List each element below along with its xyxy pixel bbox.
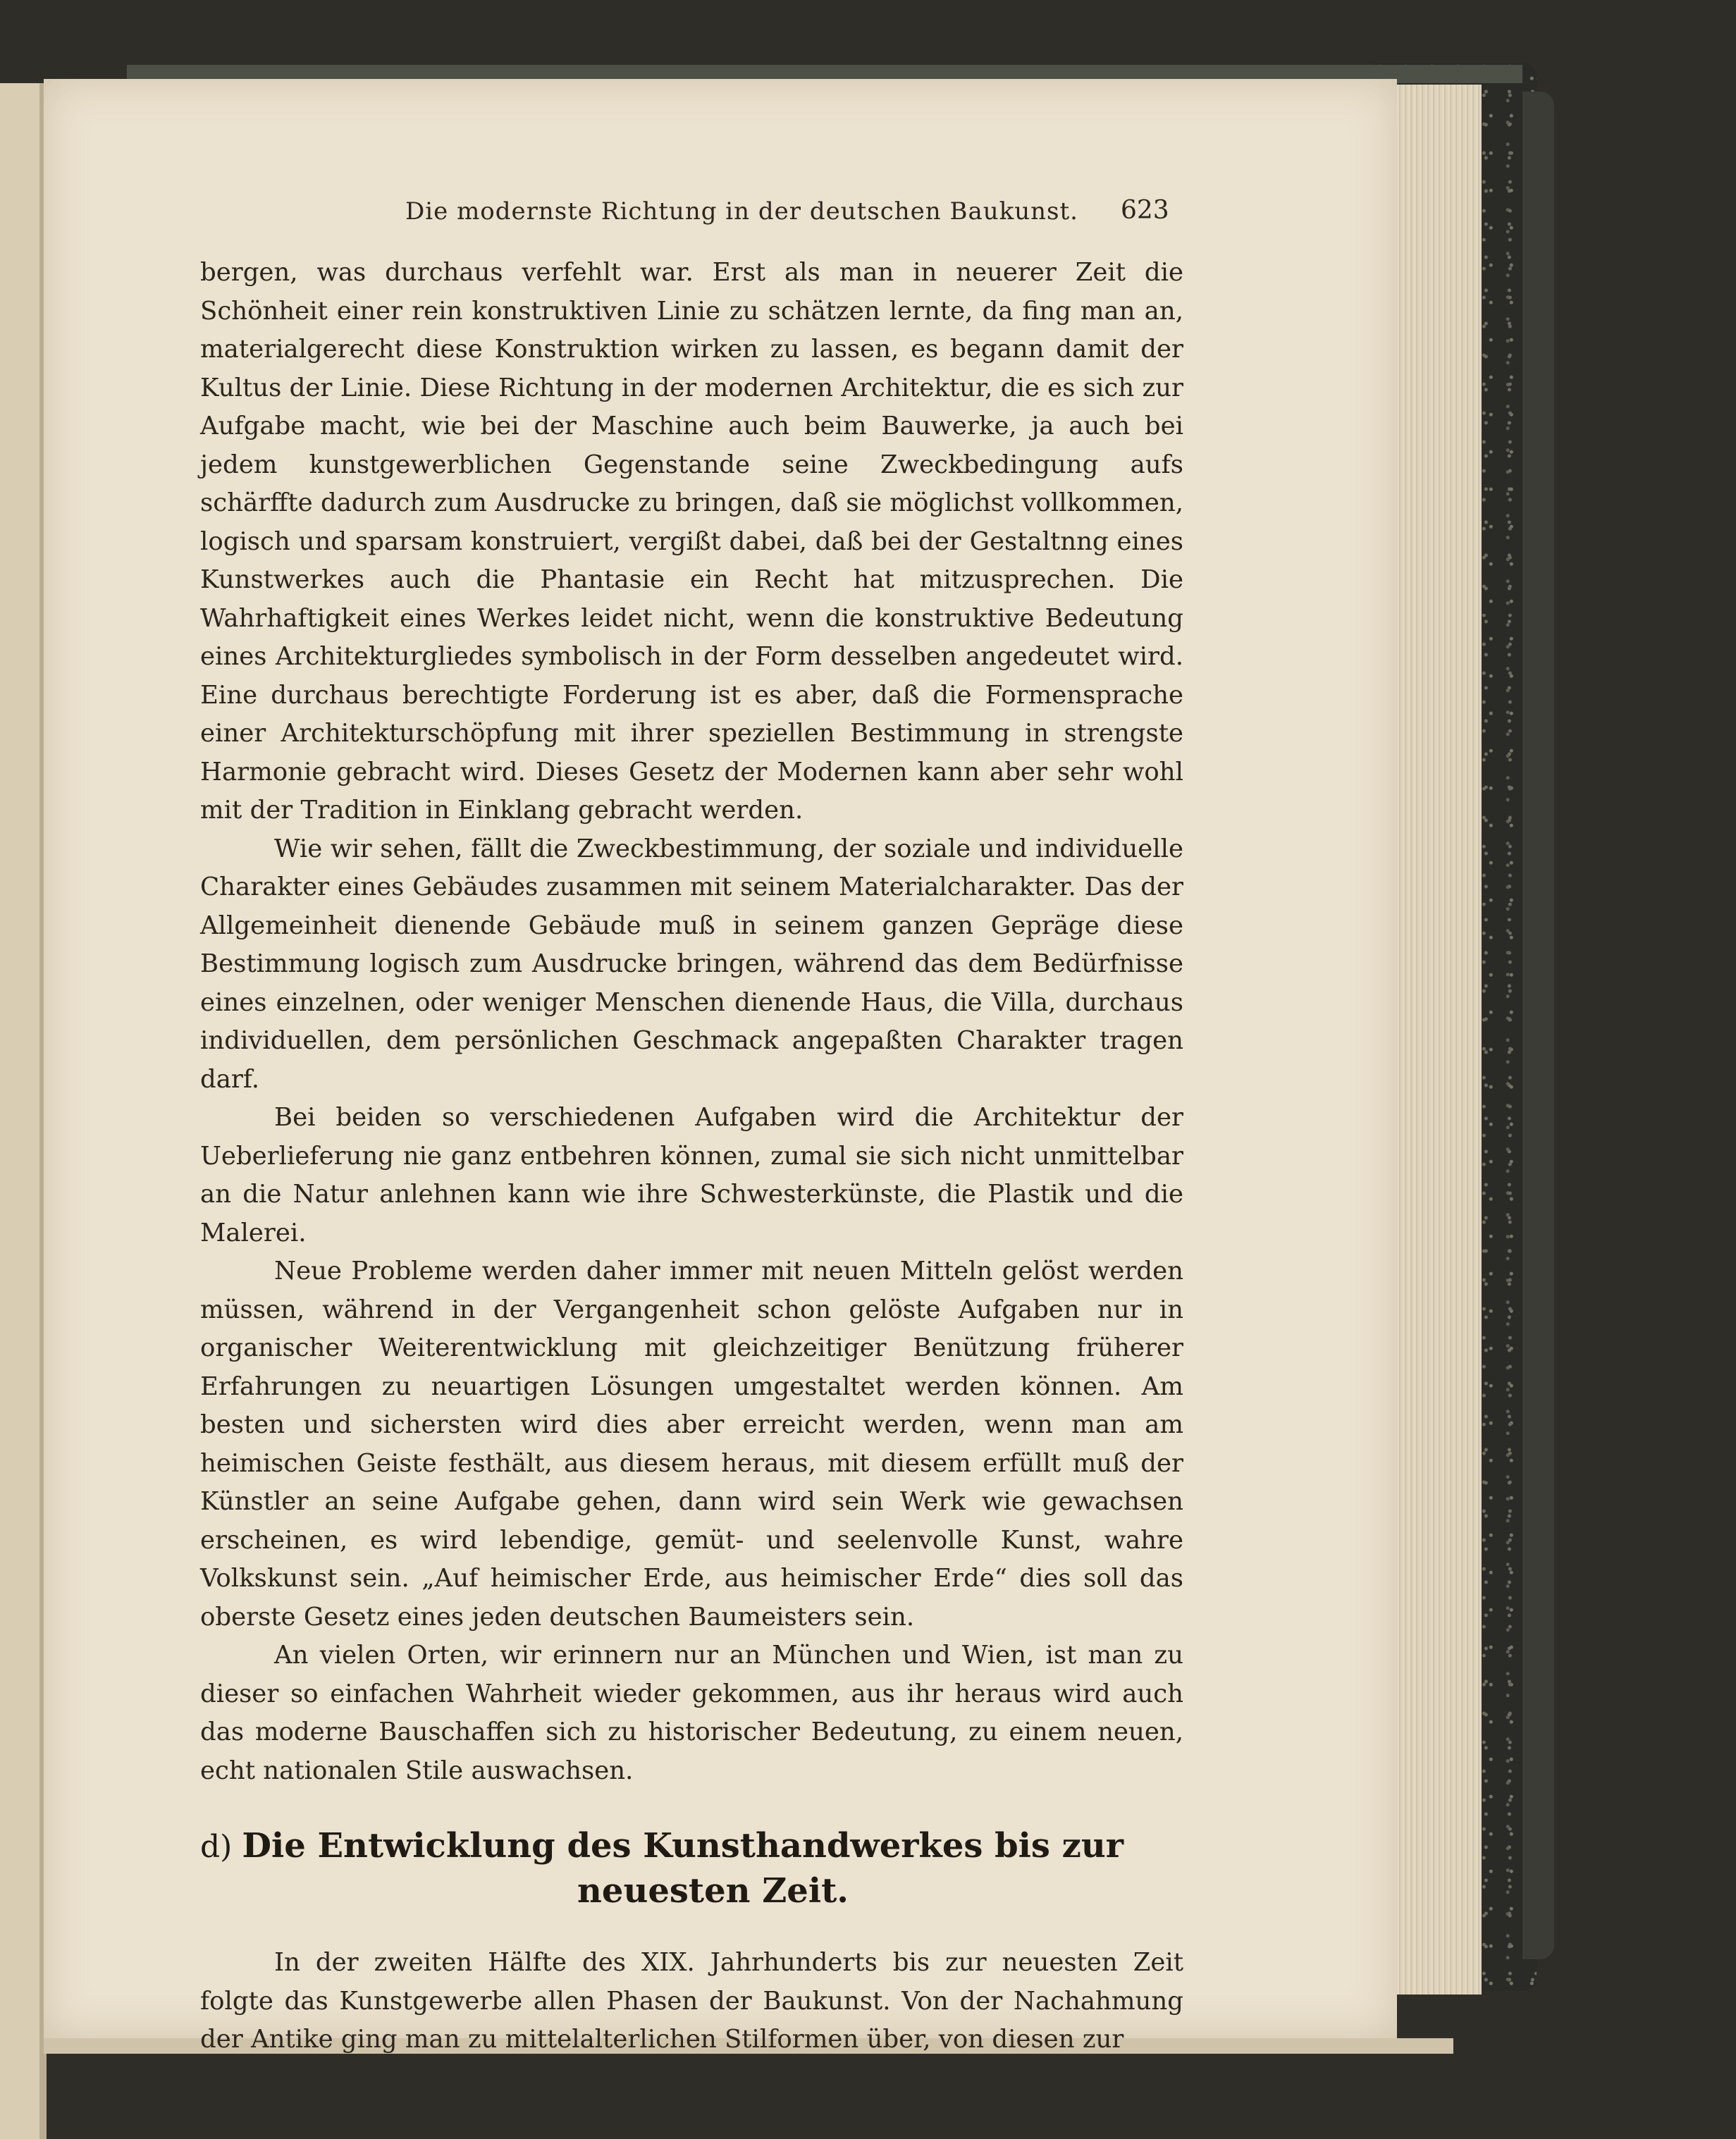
section-label: d) (200, 1829, 233, 1865)
page-number: 623 (1121, 196, 1169, 225)
paragraph: In der zweiten Hälfte des XIX. Jahrhunderts bis zur neuesten Zeit folgte das Kunstgewerbe allen Phasen der Baukunst. Von der Nachahmung der Antike ging man zu mittelalterlichen Stilformen über, von diesen zur (200, 1948, 1183, 2054)
facing-page (0, 83, 44, 2139)
body-text (200, 254, 1183, 2059)
page-edges (1397, 85, 1482, 1995)
paragraph: Bei beiden so verschiedenen Aufgaben wird die Architektur der Ueberlieferung nie ganz entbehren können, zumal sie sich nicht unmittelbar an die Natur anlehnen kann wie ihre Schwesterkünste, die Plastik und die Malerei. (200, 1103, 1183, 1247)
section-title-line2: neuesten Zeit. (577, 1871, 849, 1911)
paragraph: An vielen Orten, wir erinnern nur an München und Wien, ist man zu dieser so einfachen Wahrheit wieder gekommen, aus ihr heraus wird auch das moderne Bauschaffen sich zu historischer Bedeutung, zu einem neuen, echt nationalen Stile auswachsen. (200, 1641, 1183, 1785)
paragraph: Neue Probleme werden daher immer mit neuen Mitteln gelöst werden müssen, während in der Vergangenheit schon gelöste Aufgaben nur in organischer Weiterentwicklung mit gleichzeitiger Benützung früherer Erfahrungen zu neuartigen Lösungen umgestaltet werden können. Am besten und sichersten wird dies aber erreicht werden, wenn man am heimischen Geiste festhält, aus diesem heraus, mit diesem erfüllt muß der Künstler an seine Aufgabe gehen, dann wird sein Werk wie gewachsen erscheinen, es wird lebendige, gemüt- und seelenvolle Kunst, wahre Volkskunst sein. „Auf heimischer Erde, aus heimischer Erde“ dies soll das oberste Gesetz eines jeden deutschen Baumeisters sein. (200, 1257, 1183, 1632)
section-heading (200, 1824, 1183, 1913)
cover-edge (1522, 92, 1554, 1959)
paragraph: Wie wir sehen, fällt die Zweckbestimmung, der soziale und individuelle Charakter eines Gebäudes zusammen mit seinem Materialcharakter. Das der Allgemeinheit dienende Gebäude muß in seinem ganzen Gepräge diese Bestimmung logisch zum Ausdrucke bringen, während das dem Bedürfnisse eines einzelnen, oder weniger Menschen dienende Haus, die Villa, durchaus individuellen, dem persönlichen Geschmack angepaßten Charakter tragen darf. (200, 834, 1183, 1094)
running-title: Die modernste Richtung in der deutschen Baukunst. (405, 197, 1078, 226)
section-title-line1: Die Entwicklung des Kunsthandwerkes bis zur (242, 1826, 1124, 1866)
paragraph: bergen, was durchaus verfehlt war. Erst als man in neuerer Zeit die Schönheit einer rein konstruktiven Linie zu schätzen lernte, da fing man an, materialgerecht diese Konstruktion wirken zu lassen, es begann damit der Kultus der Linie. Diese Richtung in der modernen Architektur, die es sich zur Aufgabe macht, wie bei der Maschine auch beim Bauwerke, ja auch bei jedem kunstgewerblichen Gegenstande seine Zweckbedingung aufs schärffte dadurch zum Ausdrucke zu bringen, daß sie möglichst vollkommen, logisch und sparsam konstruiert, vergißt dabei, daß bei der Gestaltnng eines Kunstwerkes auch die Phantasie ein Recht hat mitzusprechen. Die Wahrhaftigkeit eines Werkes leidet nicht, wenn die konstruktive Bedeutung eines Architekturgliedes symbolisch in der Form desselben angedeutet wird. Eine durchaus berechtigte Forderung ist es aber, daß die Formensprache einer Architekturschöpfung mit ihrer speziellen Bestimmung in strengste Harmonie gebracht wird. Dieses Gesetz der Modernen kann aber sehr wohl mit der Tradition in Einklang gebracht werden. (200, 258, 1183, 825)
